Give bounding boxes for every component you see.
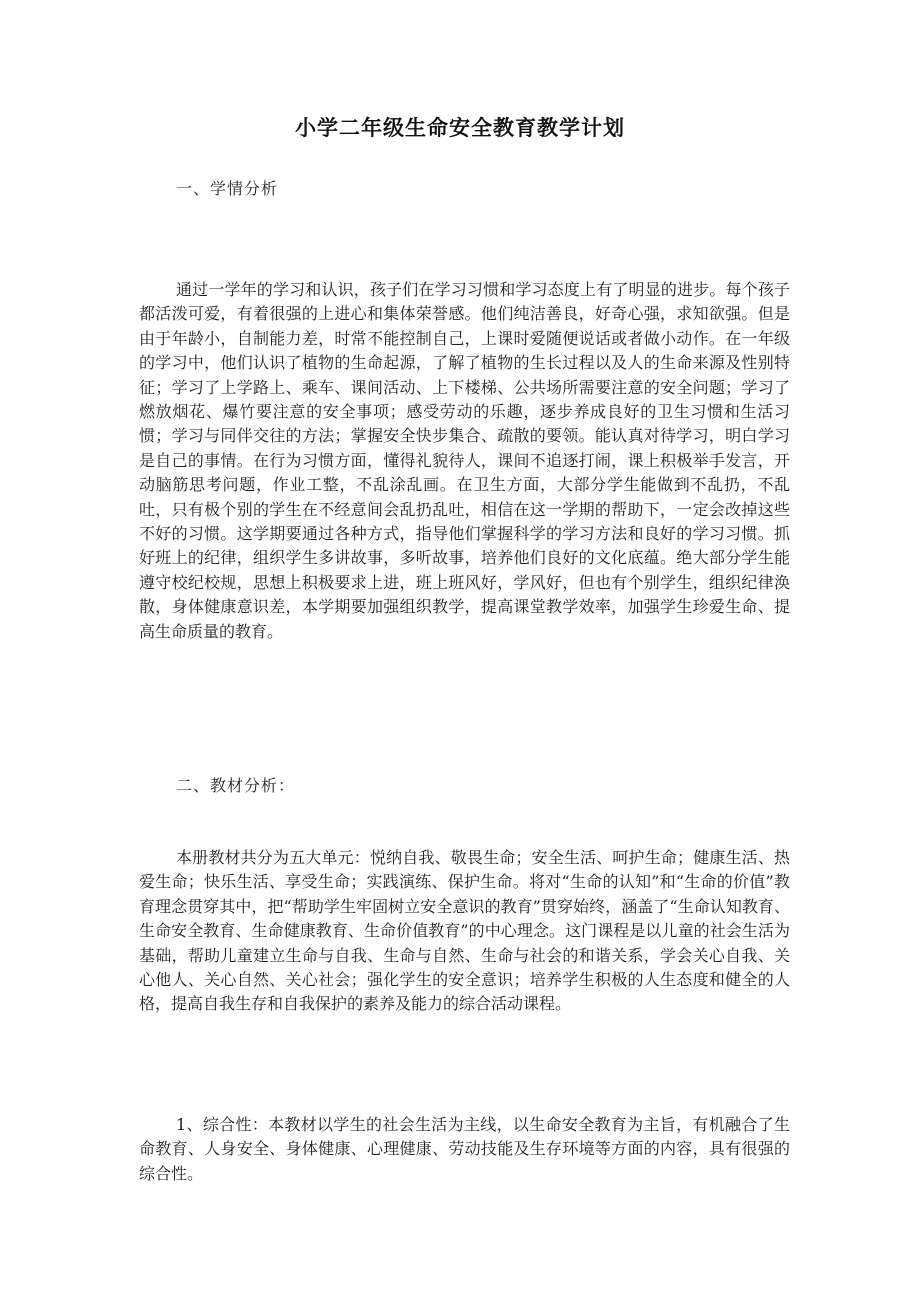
section-heading-materials: 二、教材分析： bbox=[176, 776, 296, 795]
document-title: 小学二年级生命安全教育教学计划 bbox=[295, 116, 625, 140]
section-heading-analysis: 一、学情分析 bbox=[176, 179, 279, 198]
paragraph-comprehensiveness: 1、综合性：本教材以学生的社会生活为主线，以生命安全教育为主旨，有机融合了生命教育、人身安全、身体健康、心理健康、劳动技能及生存环境等方面的内容，具有很强的综合性。 bbox=[139, 1115, 790, 1183]
paragraph-materials-analysis: 本册教材共分为五大单元：悦纳自我、敬畏生命；安全生活、呵护生命；健康生活、热爱生命；快乐生活、享受生命；实践演练、保护生命。将对“生命的认知”和“生命的价值”教育理念贯穿其中，把“帮助学生牢固树立安全意识的教育”贯穿始终，涵盖了“生命认知教育、生命安全教育、生命健康教育、生命价值教育”的中心理念。这门课程是以儿童的社会生活为基础，帮助儿童建立生命与自我、生命与自然、生命与社会的和谐关系，学会关心自我、关心他人、关心自然、关心社会；强化学生的安全意识；培养学生积极的人生态度和健全的人格，提高自我生存和自我保护的素养及能力的综合活动课程。 bbox=[139, 848, 790, 1014]
paragraph-student-analysis: 通过一学年的学习和认识，孩子们在学习习惯和学习态度上有了明显的进步。每个孩子都活泼可爱，有着很强的上进心和集体荣誉感。他们纯洁善良，好奇心强，求知欲强。但是由于年龄小，自制能力差，时常不能控制自己，上课时爱随便说话或者做小动作。在一年级的学习中，他们认识了植物的生命起源，了解了植物的生长过程以及人的生命来源及性别特征；学习了上学路上、乘车、课间活动、上下楼梯、公共场所需要注意的安全问题；学习了燃放烟花、爆竹要注意的安全事项；感受劳动的乐趣，逐步养成良好的卫生习惯和生活习惯；学习与同伴交往的方法；掌握安全快步集合、疏散的要领。能认真对待学习，明白学习是自己的事情。在行为习惯方面，懂得礼貌待人，课间不追逐打闹，课上积极举手发言，开动脑筋思考问题，作业工整，不乱涂乱画。在卫生方面，大部分学生能做到不乱扔，不乱吐，只有极个别的学生在不经意间会乱扔乱吐，相信在这一学期的帮助下，一定会改掉这些不好的习惯。这学期要通过各种方式，指导他们掌握科学的学习方法和良好的学习习惯。抓好班上的纪律，组织学生多讲故事，多听故事，培养他们良好的文化底蕴。绝大部分学生能遵守校纪校规，思想上积极要求上进，班上班风好，学风好，但也有个别学生，组织纪律涣散，身体健康意识差，本学期要加强组织教学，提高课堂教学效率，加强学生珍爱生命、提高生命质量的教育。 bbox=[139, 280, 790, 641]
